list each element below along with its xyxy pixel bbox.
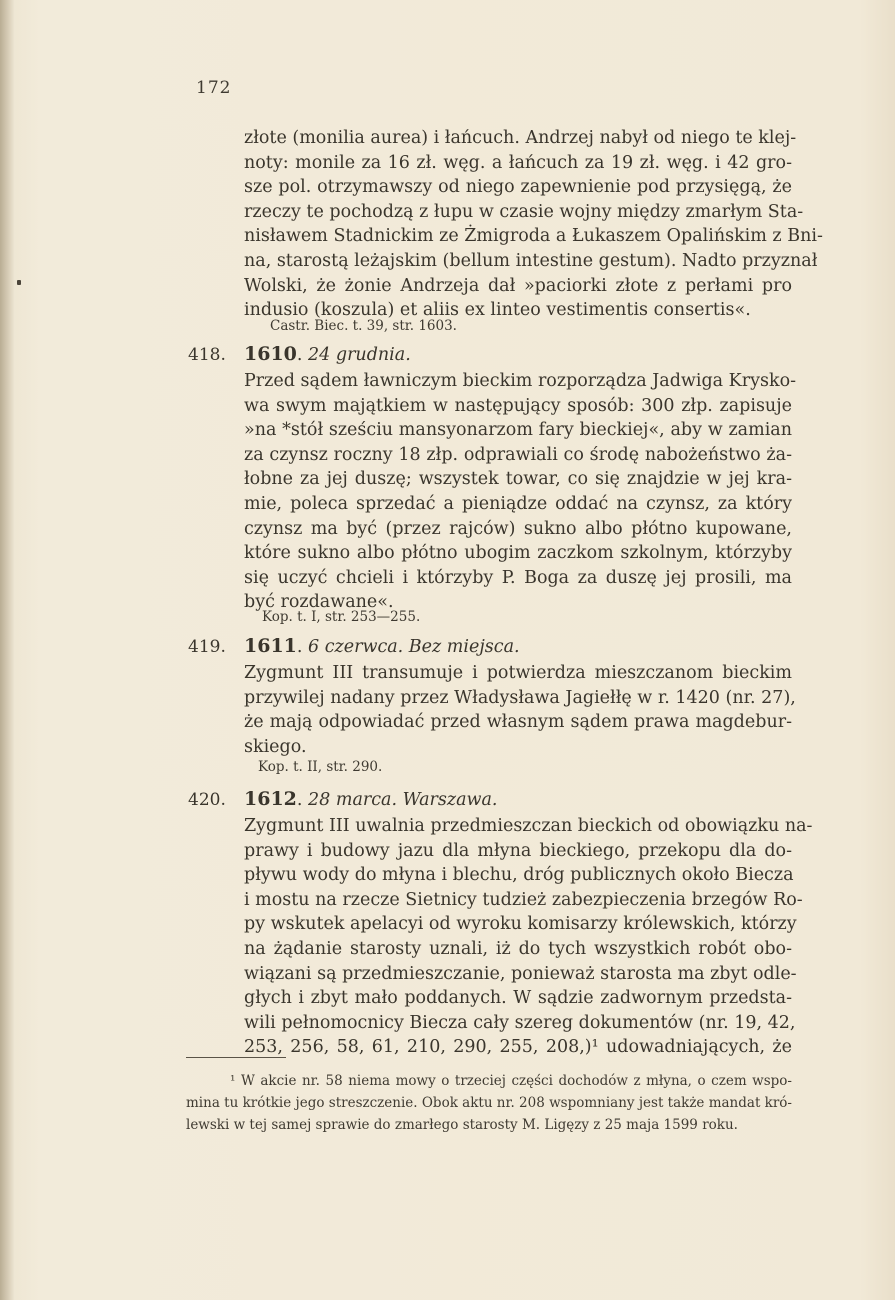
entry-year: 1612: [244, 788, 297, 810]
entry-paragraph: [244, 661, 796, 759]
text-line: wili pełnomocnicy Biecza cały szereg dokumentów (nr. 19, 42,: [244, 1012, 796, 1033]
text-line: głych i zbyt mało poddanych. W sądzie zadwornym przedsta-: [244, 988, 792, 1009]
text-line: noty: monile za 16 zł. węg. a łańcuch za 19 zł. węg. i 42 gro-: [244, 152, 792, 173]
text-line: być rozdawane«.: [244, 592, 394, 613]
entry-year: 1610: [244, 343, 297, 365]
footnote-line: lewski w tej samej sprawie do zmarłego starosty M. Ligęzy z 25 maja 1599 roku.: [186, 1117, 738, 1133]
text-line: wiązani są przedmieszczanie, ponieważ starosta ma zbyt odle-: [244, 963, 797, 984]
text-line: Wolski, że żonie Andrzeja dał »paciorki złote z perłami pro: [244, 275, 792, 296]
text-line: Zygmunt III transumuje i potwierdza mieszczanom bieckim: [244, 663, 792, 683]
text-line: »na *stół sześciu mansyonarzom fary bieckiej«, aby w zamian: [244, 420, 792, 441]
entry-heading: 1611. 6 czerwca. Bez miejsca.: [244, 635, 520, 657]
entry-date: 24 grudnia.: [308, 345, 411, 365]
page-number: 172: [196, 78, 232, 98]
source-citation: Castr. Biec. t. 39, str. 1603.: [270, 318, 457, 334]
entry-year: 1611: [244, 635, 297, 657]
entry-date: 28 marca. Warszawa.: [308, 790, 498, 810]
entry-date: 6 czerwca. Bez miejsca.: [308, 637, 520, 657]
entry-number: 420.: [188, 790, 226, 810]
continuation-paragraph: [244, 126, 823, 323]
text-line: indusio (koszula) et aliis ex linteo vestimentis consertis«.: [244, 300, 751, 321]
entry-heading: 1612. 28 marca. Warszawa.: [244, 788, 498, 810]
text-line: wa swym majątkiem w następujący sposób: 300 złp. zapisuje: [244, 395, 792, 416]
footnote: [186, 1070, 792, 1136]
text-line: mie, poleca sprzedać a pieniądze oddać na czynsz, za który: [244, 493, 792, 514]
text-line: 253, 256, 58, 61, 210, 290, 255, 208,)¹ udowadniających, że: [244, 1037, 792, 1058]
entry-heading: 1610. 24 grudnia.: [244, 343, 411, 365]
text-line: złote (monilia aurea) i łańcuch. Andrzej nabył od niego te klej-: [244, 128, 797, 148]
entry-paragraph: [244, 369, 797, 615]
text-line: nisławem Stadnickim ze Żmigroda a Łukaszem Opalińskim z Bni-: [244, 226, 823, 247]
text-line: skiego.: [244, 736, 307, 757]
entry-number: 419.: [188, 637, 226, 657]
page-binding-edge: [0, 0, 14, 1300]
footnote-line: ¹ W akcie nr. 58 niema mowy o trzeciej części dochodów z młyna, o czem wspo-: [230, 1073, 792, 1089]
ink-speck: [17, 280, 21, 285]
text-line: i mostu na rzecze Sietnicy tudzież zabezpieczenia brzegów Ro-: [244, 889, 803, 910]
text-line: na, starostą leżajskim (bellum intestine gestum). Nadto przyznał: [244, 250, 818, 271]
entry-paragraph: [244, 814, 813, 1060]
entry-number: 418.: [188, 345, 226, 365]
text-line: które sukno albo płótno ubogim zaczkom szkolnym, którzyby: [244, 543, 792, 564]
text-line: za czynsz roczny 18 złp. odprawiali co środę nabożeństwo ża-: [244, 444, 792, 465]
footnote-line: mina tu krótkie jego streszczenie. Obok aktu nr. 208 wspomniany jest także mandat kró-: [186, 1095, 792, 1111]
text-line: na żądanie starosty uznali, iż do tych wszystkich robót obo-: [244, 938, 792, 959]
source-citation: Kop. t. II, str. 290.: [258, 759, 383, 775]
text-line: prawy i budowy jazu dla młyna bieckiego, przekopu dla do-: [244, 840, 792, 861]
text-line: rzeczy te pochodzą z łupu w czasie wojny między zmarłym Sta-: [244, 201, 804, 222]
text-line: łobne za jej duszę; wszystek towar, co się znajdzie w jej kra-: [244, 469, 792, 490]
text-line: przywilej nadany przez Władysława Jagiełłę w r. 1420 (nr. 27),: [244, 687, 796, 708]
text-line: Zygmunt III uwalnia przedmieszczan bieckich od obowiązku na-: [244, 816, 813, 836]
text-line: że mają odpowiadać przed własnym sądem prawa magdebur-: [244, 712, 792, 733]
footnote-rule: [186, 1057, 286, 1058]
text-line: się uczyć chcieli i którzyby P. Boga za duszę jej prosili, ma: [244, 567, 792, 588]
text-line: sze pol. otrzymawszy od niego zapewnienie pod przysięgą, że: [244, 177, 792, 198]
text-line: py wskutek apelacyi od wyroku komisarzy królewskich, którzy: [244, 914, 797, 935]
source-citation: Kop. t. I, str. 253—255.: [262, 609, 421, 625]
text-line: czynsz ma być (przez rajców) sukno albo płótno kupowane,: [244, 518, 792, 539]
text-line: pływu wody do młyna i blechu, dróg publicznych około Biecza: [244, 865, 794, 886]
text-line: Przed sądem ławniczym bieckim rozporządza Jadwiga Krysko-: [244, 371, 797, 391]
